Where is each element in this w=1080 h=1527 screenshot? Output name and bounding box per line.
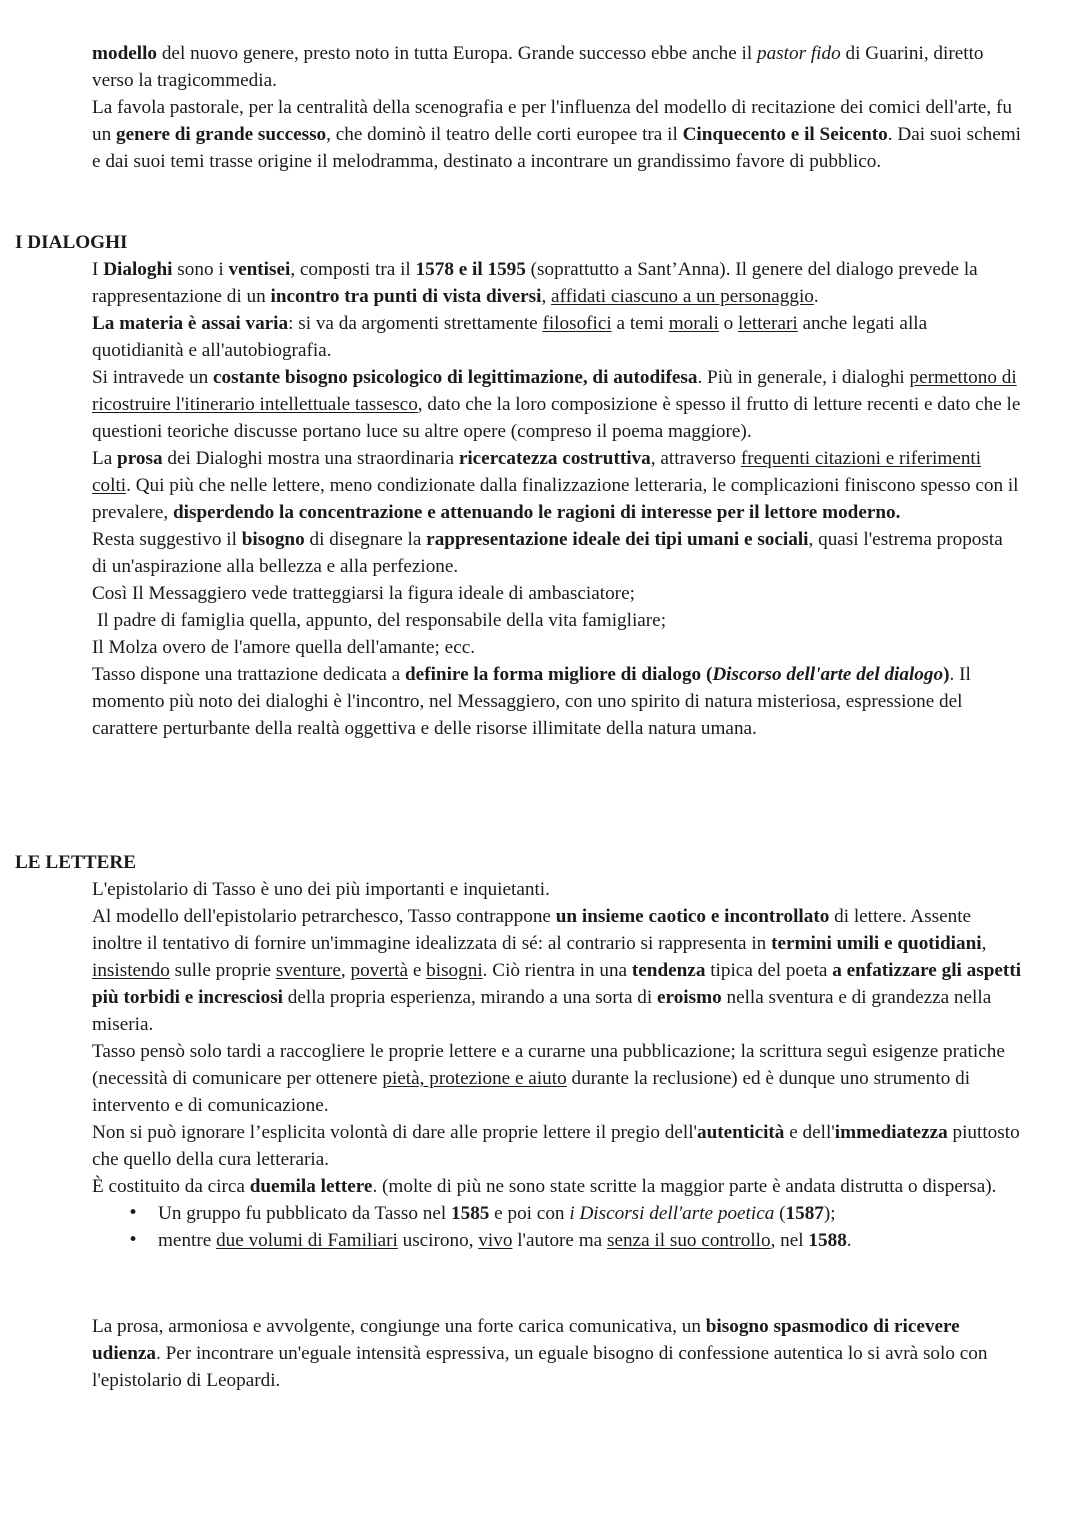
underlined-text: pietà, protezione e aiuto — [382, 1068, 567, 1089]
text: di lettere. Assente inoltre il tentativo di fornire un'immagine idealizzata di sé: al contrario si rappresenta in — [92, 906, 972, 954]
bold-text: a enfatizzare gli aspetti più torbidi e incresciosi — [92, 960, 1022, 1008]
italic-text: pastor fido — [756, 43, 841, 64]
dialoghi-paragraph-3 — [92, 364, 1022, 445]
bold-text: La materia è assai varia — [92, 313, 289, 334]
bold-text: bisogno — [241, 529, 305, 550]
bold-text: prosa — [117, 448, 163, 469]
bold-text: Dialoghi — [103, 259, 173, 280]
intro-paragraph-1 — [92, 40, 1022, 94]
text: Un gruppo fu pubblicato da Tasso nel — [158, 1203, 451, 1224]
text: e poi con — [489, 1203, 570, 1224]
lettere-paragraph-6 — [92, 1313, 1022, 1394]
text: dei Dialoghi mostra una straordinaria — [162, 448, 459, 469]
underlined-text: affidati ciascuno a un personaggio — [551, 286, 814, 307]
dialoghi-paragraph-7: Il padre di famiglia quella, appunto, del responsabile della vita famigliare; — [97, 610, 667, 631]
bold-text: un insieme caotico e incontrollato — [555, 906, 830, 927]
bold-text: incontro tra punti di vista diversi — [270, 286, 542, 307]
text: . — [846, 1230, 852, 1251]
text: . Il momento più noto dei dialoghi è l'incontro, nel Messaggiero, con uno spirito di natura misteriosa, espressione del carattere perturbante della realtà oggettiva e delle risorse illimitate della natura umana. — [92, 664, 971, 739]
text: Tasso pensò solo tardi a raccogliere le proprie lettere e a curarne una pubblicazione; la scrittura seguì esigenze pratiche (necessità di comunicare per ottenere — [92, 1041, 1005, 1089]
text: Non si può ignorare l’esplicita volontà di dare alle proprie lettere il pregio dell' — [92, 1122, 697, 1143]
text: e dell' — [784, 1122, 835, 1143]
text: del nuovo genere, presto noto in tutta Europa. Grande successo ebbe anche il — [157, 43, 757, 64]
bold-text: costante bisogno psicologico di legittimazione, di autodifesa — [212, 367, 698, 388]
bold-text: disperdendo la concentrazione e attenuando le ragioni di interesse per il lettore moderno. — [172, 502, 901, 523]
text: I — [92, 259, 104, 280]
bold-text: tendenza — [631, 960, 706, 981]
italic-text: i Discorsi dell'arte poetica — [569, 1203, 775, 1224]
text: ); — [823, 1203, 836, 1224]
underlined-text: permettono di ricostruire l'itinerario intellettuale tassesco — [92, 367, 1017, 415]
text: , quasi l'estrema proposta di un'aspirazione alla bellezza e alla perfezione. — [92, 529, 1003, 577]
text: ) — [943, 664, 950, 685]
underlined-text: senza il suo controllo — [606, 1230, 771, 1251]
text: durante la reclusione) ed è dunque uno strumento di intervento e di comunicazione. — [92, 1068, 971, 1116]
text: Si intravede un — [92, 367, 213, 388]
bold-text: bisogno spasmodico di ricevere udienza — [92, 1316, 960, 1364]
underlined-text: frequenti citazioni e riferimenti colti — [92, 448, 982, 496]
text: , — [541, 286, 552, 307]
dialoghi-paragraph-9 — [92, 661, 1022, 742]
text: , attraverso — [650, 448, 741, 469]
bold-text: 1578 e il 1595 — [415, 259, 526, 280]
dialoghi-paragraph-6: Così Il Messaggiero vede tratteggiarsi la figura ideale di ambasciatore; — [92, 583, 635, 604]
underlined-text: povertà — [350, 960, 409, 981]
text: , che dominò il teatro delle corti europee tra il — [326, 124, 683, 145]
bold-text: ventisei — [228, 259, 291, 280]
bold-text: autenticità — [697, 1122, 785, 1143]
text: Al modello dell'epistolario petrarchesco, Tasso contrappone — [92, 906, 556, 927]
bold-text: 1587 — [785, 1203, 824, 1224]
underlined-text: sventure — [275, 960, 341, 981]
text: . — [813, 286, 819, 307]
bold-text: eroismo — [657, 987, 722, 1008]
text: , composti tra il — [290, 259, 416, 280]
text: ( — [774, 1203, 786, 1224]
underlined-text: vivo — [478, 1230, 513, 1251]
text: della propria esperienza, mirando a una sorta di — [283, 987, 658, 1008]
text: mentre — [158, 1230, 217, 1251]
section-heading-lettere: LE LETTERE — [15, 852, 137, 873]
text: o — [718, 313, 739, 334]
lettere-paragraph-5 — [92, 1173, 1022, 1200]
text: piuttosto che quello della cura letteraria. — [92, 1122, 1020, 1170]
text: La prosa, armoniosa e avvolgente, congiunge una forte carica comunicativa, un — [92, 1316, 706, 1337]
underlined-text: letterari — [738, 313, 798, 334]
underlined-text: due volumi di Familiari — [216, 1230, 398, 1251]
bold-text: ricercatezza costruttiva — [458, 448, 651, 469]
underlined-text: bisogni — [426, 960, 483, 981]
text: l'autore ma — [512, 1230, 607, 1251]
bold-text: immediatezza — [834, 1122, 948, 1143]
underlined-text: insistendo — [92, 960, 170, 981]
bold-text: 1585 — [451, 1203, 490, 1224]
text: (soprattutto a Sant’Anna). Il genere del dialogo prevede la rappresentazione di un — [92, 259, 978, 307]
text: , dato che la loro composizione è spesso il frutto di letture recenti e dato che le questioni teoriche discusse portano luce su altre opere (compreso il poema maggiore). — [92, 394, 1021, 442]
bold-text: rappresentazione ideale dei tipi umani e sociali — [426, 529, 809, 550]
dialoghi-paragraph-8: Il Molza overo de l'amore quella dell'amante; ecc. — [92, 637, 476, 658]
text: , — [340, 960, 351, 981]
text: sono i — [172, 259, 229, 280]
text: È costituito da circa — [92, 1176, 250, 1197]
text: Resta suggestivo il — [92, 529, 242, 550]
text: . Per incontrare un'eguale intensità espressiva, un eguale bisogno di confessione autentica lo si avrà solo con l'epistolario di Leopardi. — [92, 1343, 988, 1391]
bold-text: modello — [92, 43, 158, 64]
text: La — [92, 448, 118, 469]
bold-text: 1588 — [808, 1230, 847, 1251]
dialoghi-paragraph-4 — [92, 445, 1022, 526]
bold-text: genere di grande successo — [115, 124, 327, 145]
text: , nel — [770, 1230, 809, 1251]
text: , — [981, 933, 987, 954]
text: sulle proprie — [169, 960, 276, 981]
text: Tasso dispone una trattazione dedicata a — [92, 664, 405, 685]
intro-paragraph-2 — [92, 94, 1022, 175]
text: . Qui più che nelle lettere, meno condizionate dalla finalizzazione letteraria, le complicazioni finiscono spesso con il prevalere, — [92, 475, 1019, 523]
lettere-paragraph-4 — [92, 1119, 1022, 1173]
bullet-list — [92, 1200, 1022, 1254]
dialoghi-paragraph-2 — [92, 310, 1022, 364]
text: : si va da argomenti strettamente — [288, 313, 543, 334]
text: e — [408, 960, 427, 981]
bold-text — [405, 664, 949, 685]
text: tipica del poeta — [705, 960, 833, 981]
text: . Dai suoi schemi e dai suoi temi trasse origine il melodramma, destinato a incontrare un grandissimo favore di pubblico. — [92, 124, 1021, 172]
lettere-paragraph-2 — [92, 903, 1022, 1038]
list-item — [92, 1200, 1022, 1227]
text: . (molte di più ne sono state scritte la maggior parte è andata distrutta o dispersa). — [372, 1176, 997, 1197]
underlined-text: filosofici — [542, 313, 612, 334]
list-item — [92, 1227, 1022, 1254]
dialoghi-paragraph-5 — [92, 526, 1022, 580]
text: . Più in generale, i dialoghi — [697, 367, 910, 388]
bold-text: termini umili e quotidiani — [771, 933, 982, 954]
dialoghi-section — [92, 256, 1022, 742]
section-heading-dialoghi: I DIALOGHI — [15, 232, 128, 253]
bold-text: duemila lettere — [249, 1176, 373, 1197]
lettere-paragraph-3 — [92, 1038, 1022, 1119]
text: nella sventura e di grandezza nella miseria. — [92, 987, 992, 1035]
closing-section — [92, 1313, 1022, 1394]
lettere-section — [92, 876, 1022, 1254]
text: di disegnare la — [304, 529, 427, 550]
text: definire la forma migliore di dialogo ( — [405, 664, 713, 685]
bold-text: Cinquecento e il Seicento — [682, 124, 888, 145]
lettere-paragraph-1: L'epistolario di Tasso è uno dei più importanti e inquietanti. — [92, 879, 550, 900]
text: di Guarini, diretto verso la tragicommedia. — [92, 43, 984, 91]
text: anche legati alla quotidianità e all'autobiografia. — [92, 313, 928, 361]
dialoghi-paragraph-1 — [92, 256, 1022, 310]
italic-text: Discorso dell'arte del dialogo — [712, 664, 944, 685]
text: La favola pastorale, per la centralità della scenografia e per l'influenza del modello di recitazione dei comici dell'arte, fu un — [92, 97, 1013, 145]
intro-section — [92, 40, 1022, 175]
text: a temi — [611, 313, 669, 334]
text: uscirono, — [397, 1230, 479, 1251]
text: . Ciò rientra in una — [482, 960, 632, 981]
underlined-text: morali — [668, 313, 719, 334]
